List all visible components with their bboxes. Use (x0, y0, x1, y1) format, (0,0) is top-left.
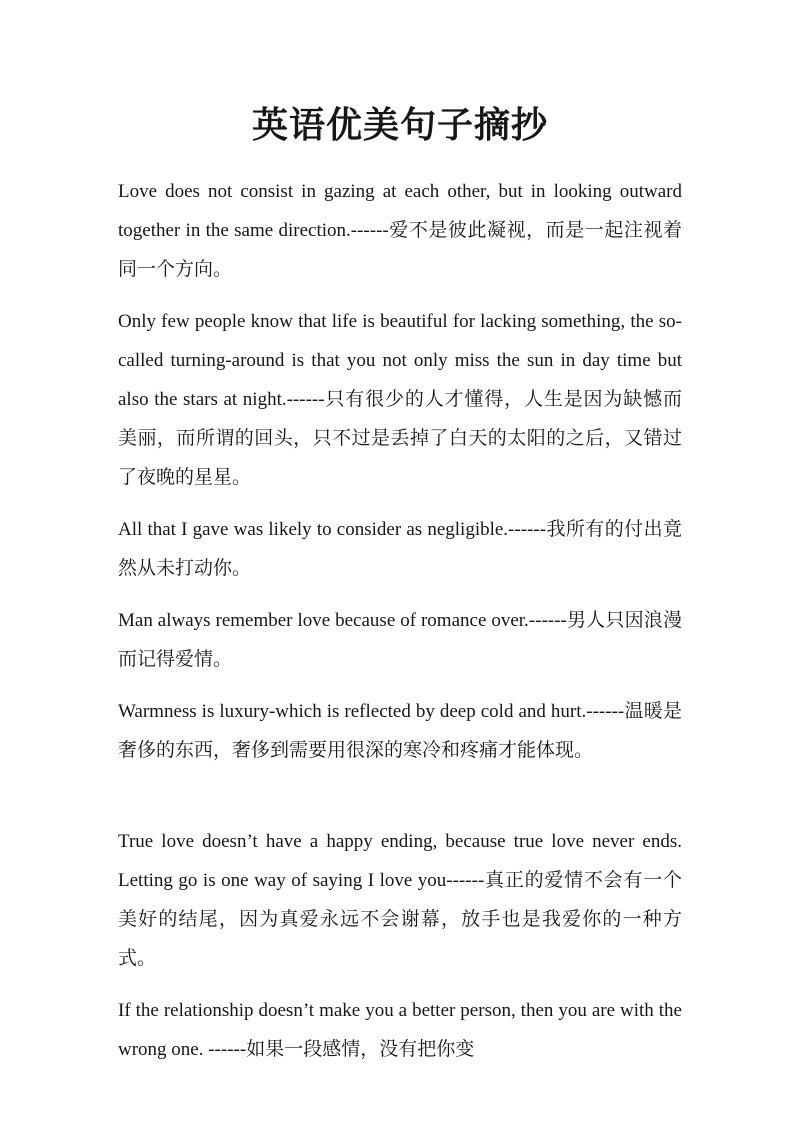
paragraph-3: All that I gave was likely to consider as negligible.------我所有的付出竟然从未打动你。 (118, 519, 682, 579)
document-title: 英语优美句子摘抄 (251, 104, 548, 146)
paragraph-2: Only few people know that life is beautiful for lacking something, the so-called turning-around is that you not only miss the sun in day time but also the stars at night.------只有很少的人才懂得，人生是因为缺憾而美丽，而所谓的回头，只不过是丢掉了白天的太阳的之后，又错过了夜晚的星星。 (118, 311, 682, 488)
paragraph-7: If the relationship doesn’t make you a better person, then you are with the wrong one. ------如果一段感情，没有把你变 (118, 1000, 682, 1060)
paragraph-5: Warmness is luxury-which is reflected by deep cold and hurt.------温暖是奢侈的东西，奢侈到需要用很深的寒冷和疼痛才能体现。 (118, 701, 682, 761)
paragraph-1: Love does not consist in gazing at each other, but in looking outward together in the same direction.------爱不是彼此凝视，而是一起注视着同一个方向。 (118, 181, 682, 280)
paragraph-4: Man always remember love because of romance over.------男人只因浪漫而记得爱情。 (118, 610, 682, 670)
paragraph-6: True love doesn’t have a happy ending, because true love never ends. Letting go is one way of saying I love you------真正的爱情不会有一个美好的结尾，因为真爱永远不会谢幕，放手也是我爱你的一种方式。 (118, 831, 682, 969)
